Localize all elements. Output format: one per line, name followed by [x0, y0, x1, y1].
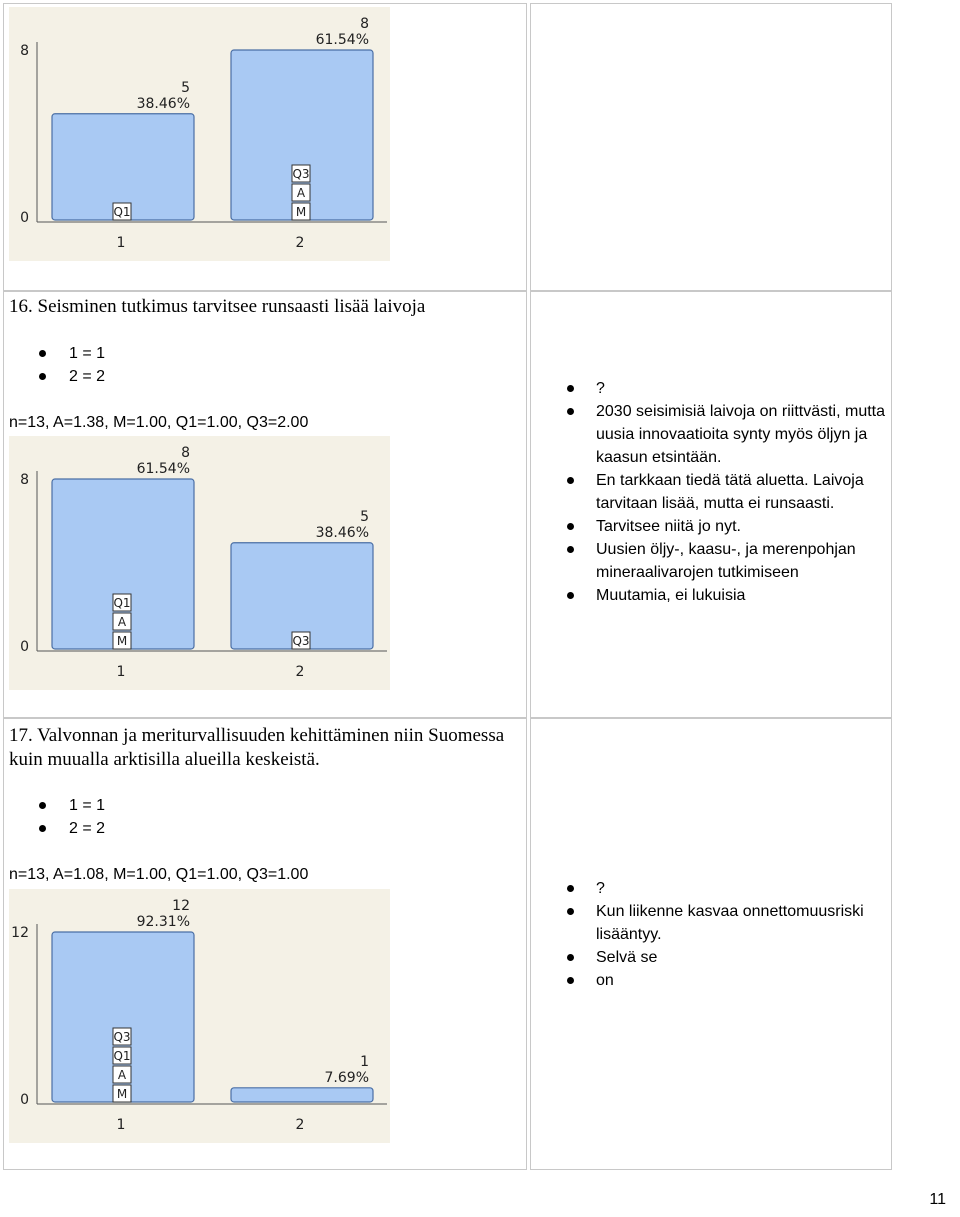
- q16-answer: Tarvitsee niitä jo nyt.: [538, 515, 888, 538]
- bar-percent-label: 92.31%: [136, 914, 190, 930]
- y-tick-label: 0: [20, 1092, 29, 1108]
- y-tick-label: 0: [20, 210, 29, 226]
- q17-stats: n=13, A=1.08, M=1.00, Q1=1.00, Q3=1.00: [9, 866, 309, 883]
- stat-marker-label: M: [116, 634, 128, 648]
- q17-answer: on: [538, 969, 888, 992]
- stat-marker-label: Q3: [113, 1030, 131, 1044]
- q17-option-2: 2 = 2: [9, 817, 309, 840]
- bar-count-label: 5: [360, 508, 369, 525]
- bar-count-label: 5: [181, 79, 190, 96]
- bar: [231, 1088, 373, 1102]
- bar-percent-label: 61.54%: [136, 461, 190, 477]
- q16-answer: 2030 seisimisiä laivoja on riittvästi, mutta uusia innovaatioita synty myös öljyn ja kaasun etsintään.: [538, 400, 888, 469]
- q16-answer: En tarkkaan tiedä tätä aluetta. Laivoja tarvitaan lisää, mutta ei runsaasti.: [538, 469, 888, 515]
- stat-marker-label: Q1: [113, 1049, 131, 1063]
- bar-percent-label: 38.46%: [315, 524, 369, 541]
- q17-title: 17. Valvonnan ja meriturvallisuuden kehittäminen niin Suomessa kuin muualla arktisilla alueilla keskeistä.: [9, 725, 505, 770]
- y-tick-label: 12: [11, 925, 29, 941]
- q16-option-2: 2 = 2: [9, 365, 309, 388]
- chart-q17: [9, 889, 390, 1143]
- bar-percent-label: 7.69%: [324, 1069, 369, 1086]
- q16-answer: ?: [538, 377, 888, 400]
- q17-answer: ?: [538, 877, 888, 900]
- bar-percent-label: 61.54%: [315, 32, 369, 48]
- q17-answers: [538, 877, 888, 992]
- x-tick-label: 1: [116, 235, 126, 251]
- x-tick-label: 2: [295, 664, 305, 680]
- q16-option-1: 1 = 1: [9, 342, 309, 365]
- y-tick-label: 8: [20, 472, 29, 488]
- stat-marker-label: Q1: [113, 596, 131, 610]
- q16-title: 16. Seisminen tutkimus tarvitsee runsaasti lisää laivoja: [9, 296, 426, 317]
- q17-answer: Selvä se: [538, 946, 888, 969]
- x-tick-label: 1: [116, 664, 126, 680]
- bar-count-label: 8: [181, 445, 190, 461]
- x-tick-label: 2: [295, 1117, 305, 1133]
- q16-stats: n=13, A=1.38, M=1.00, Q1=1.00, Q3=2.00: [9, 414, 309, 431]
- bar-count-label: 1: [360, 1053, 369, 1070]
- chart-q16-svg: [9, 436, 390, 690]
- q17-option-1: 1 = 1: [9, 794, 309, 817]
- stat-marker-label: Q3: [292, 167, 310, 181]
- q16-answer: Muutamia, ei lukuisia: [538, 584, 888, 607]
- stat-marker-label: Q3: [292, 634, 310, 648]
- stat-marker-label: M: [116, 1087, 128, 1101]
- chart-top: [9, 7, 390, 261]
- chart-top-svg: [9, 7, 390, 261]
- q16-answer: Uusien öljy-, kaasu-, ja merenpohjan mineraalivarojen tutkimiseen: [538, 538, 888, 584]
- x-tick-label: 1: [116, 1117, 126, 1133]
- stat-marker-label: M: [295, 205, 307, 219]
- y-tick-label: 8: [20, 43, 29, 59]
- stat-marker-label: A: [296, 186, 306, 200]
- q17-answer: Kun liikenne kasvaa onnettomuusriski lisääntyy.: [538, 900, 888, 946]
- chart-q16: [9, 436, 390, 690]
- q16-options: [9, 342, 309, 388]
- page-number: 11: [929, 1191, 946, 1208]
- q16-answers: [538, 377, 888, 607]
- stat-marker-label: A: [117, 615, 127, 629]
- stat-marker-label: Q1: [113, 205, 131, 219]
- bar-count-label: 8: [360, 16, 369, 32]
- x-tick-label: 2: [295, 235, 305, 251]
- chart-q17-svg: [9, 889, 390, 1143]
- stat-marker-label: A: [117, 1068, 127, 1082]
- bar-count-label: 12: [172, 898, 190, 914]
- y-tick-label: 0: [20, 639, 29, 655]
- bar-percent-label: 38.46%: [136, 95, 190, 112]
- q17-options: [9, 794, 309, 840]
- cell-top-right: [530, 3, 892, 291]
